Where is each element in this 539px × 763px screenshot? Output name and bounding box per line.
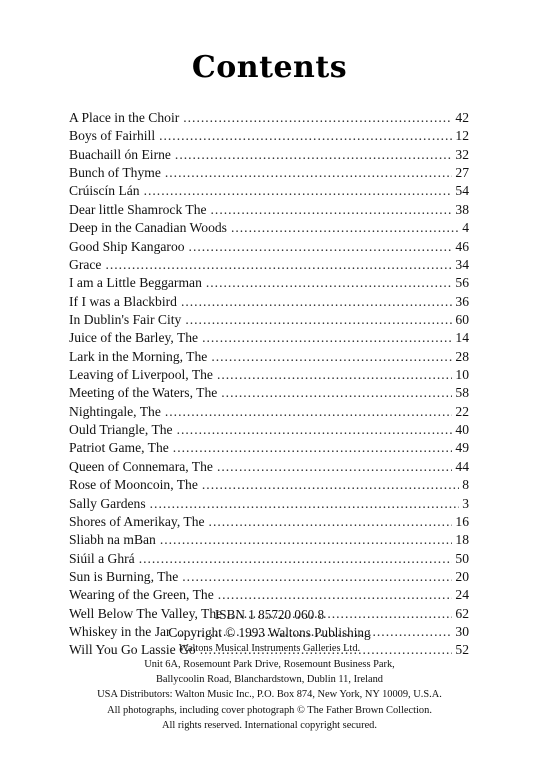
toc-entry-title: Sliabh na mBan <box>69 532 156 548</box>
toc-entry-page-number: 10 <box>455 367 469 383</box>
toc-entry-page-number: 28 <box>455 348 469 364</box>
toc-entry-title: A Place in the Choir <box>69 110 180 125</box>
toc-entry-page-number: 14 <box>455 330 469 346</box>
toc-entry-page-number: 24 <box>455 587 469 603</box>
dot-leader <box>202 329 452 347</box>
publisher-address-line2: Ballycoolin Road, Blanchardstown, Dublin 11, Ireland <box>155 674 383 685</box>
dot-leader <box>165 164 453 182</box>
dot-leader <box>221 384 452 402</box>
toc-entry-page-number: 58 <box>455 385 469 401</box>
toc-entry-page-number: 62 <box>455 605 469 621</box>
publisher-company: Waltons Musical Instruments Galleries Ltd. <box>178 643 361 654</box>
dot-leader <box>183 109 452 127</box>
toc-entry <box>69 311 469 329</box>
toc-entry-page-number: 40 <box>455 422 469 438</box>
toc-entry-title: Crúiscín Lán <box>69 183 140 199</box>
toc-entry-page-number: 42 <box>455 110 469 125</box>
isbn-line: ISBN 1 85720 060 8 <box>214 607 325 622</box>
dot-leader <box>105 256 452 274</box>
toc-entry <box>69 274 469 292</box>
toc-entry <box>69 550 469 568</box>
toc-entry-title: Meeting of the Waters, The <box>69 385 218 401</box>
toc-entry-title: Leaving of Liverpool, The <box>69 367 213 383</box>
publisher-address-line1: Unit 6A, Rosemount Park Drive, Rosemount Business Park, <box>144 659 395 670</box>
toc-entry-page-number: 56 <box>455 275 469 291</box>
toc-entry <box>69 293 469 311</box>
toc-entry-page-number: 38 <box>455 201 469 217</box>
toc-entry-title: I am a Little Beggarman <box>69 275 202 291</box>
toc-entry <box>69 403 469 421</box>
toc-entry-title: Rose of Mooncoin, The <box>69 477 198 493</box>
toc-entry-page-number: 30 <box>455 624 469 640</box>
toc-entry <box>69 164 469 182</box>
toc-entry <box>69 201 469 219</box>
toc-entry-title: Good Ship Kangaroo <box>69 238 185 254</box>
toc-entry <box>69 568 469 586</box>
toc-entry-title: Nightingale, The <box>69 403 161 419</box>
toc-entry-page-number: 8 <box>462 477 469 493</box>
toc-entry <box>69 384 469 402</box>
toc-entry-title: Siúil a Ghrá <box>69 550 135 566</box>
toc-entry-title: Wearing of the Green, The <box>69 587 214 603</box>
toc-entry-page-number: 20 <box>455 568 469 584</box>
toc-entry-page-number: 44 <box>455 458 469 474</box>
dot-leader <box>217 458 452 476</box>
dot-leader <box>160 531 453 549</box>
toc-entry-page-number: 18 <box>455 532 469 548</box>
toc-entry <box>69 329 469 347</box>
dot-leader <box>231 219 459 237</box>
toc-entry-title: Lark in the Morning, The <box>69 348 208 364</box>
rights-statement: All rights reserved. International copyright secured. <box>162 720 377 731</box>
toc-entry-page-number: 22 <box>455 403 469 419</box>
dot-leader <box>189 238 453 256</box>
toc-entry-page-number: 46 <box>455 238 469 254</box>
toc-entry <box>69 109 469 127</box>
toc-entry-title: Queen of Connemara, The <box>69 458 213 474</box>
page-title: Contents <box>191 50 348 86</box>
dot-leader <box>181 293 452 311</box>
dot-leader <box>185 311 452 329</box>
dot-leader <box>209 513 453 531</box>
toc-entry <box>69 586 469 604</box>
dot-leader <box>182 568 452 586</box>
toc-entry <box>69 439 469 457</box>
toc-entry-title: In Dublin's Fair City <box>69 311 182 327</box>
dot-leader <box>217 366 452 384</box>
toc-entry-title: Whiskey in the Jar <box>69 624 171 640</box>
toc-entry <box>69 458 469 476</box>
toc-entry <box>69 421 469 439</box>
toc-entry-title: Ould Triangle, The <box>69 422 173 438</box>
dot-leader <box>144 182 453 200</box>
toc-entry-page-number: 54 <box>455 183 469 199</box>
toc-entry <box>69 127 469 145</box>
toc-entry <box>69 238 469 256</box>
dot-leader <box>218 586 453 604</box>
dot-leader <box>173 439 453 457</box>
dot-leader <box>165 403 453 421</box>
toc-entry-page-number: 52 <box>455 642 469 658</box>
toc-entry-page-number: 60 <box>455 311 469 327</box>
dot-leader <box>202 476 459 494</box>
toc-entry-title: Juice of the Barley, The <box>69 330 199 346</box>
toc-entry-page-number: 50 <box>455 550 469 566</box>
toc-entry-title: Deep in the Canadian Woods <box>69 220 227 236</box>
dot-leader <box>175 146 452 164</box>
toc-entry-page-number: 36 <box>455 293 469 309</box>
toc-entry-title: Will You Go Lassie Go <box>69 642 196 658</box>
toc-entry-title: Boys of Fairhill <box>69 128 156 144</box>
copyright-line: Copyright © 1993 Waltons Publishing <box>168 625 371 640</box>
toc-entry <box>69 182 469 200</box>
toc-entry-title: Sun is Burning, The <box>69 568 179 584</box>
toc-entry <box>69 495 469 513</box>
table-of-contents <box>69 109 469 660</box>
dot-leader <box>177 421 453 439</box>
toc-entry-title: If I was a Blackbird <box>69 293 177 309</box>
toc-entry <box>69 476 469 494</box>
toc-entry <box>69 513 469 531</box>
dot-leader <box>206 274 453 292</box>
toc-entry-title: Dear little Shamrock The <box>69 201 207 217</box>
toc-entry-page-number: 34 <box>455 256 469 272</box>
toc-entry-title: Grace <box>69 256 102 272</box>
toc-entry <box>69 256 469 274</box>
toc-entry-page-number: 49 <box>455 440 469 456</box>
toc-entry <box>69 219 469 237</box>
dot-leader <box>150 495 460 513</box>
toc-entry-page-number: 12 <box>455 128 469 144</box>
dot-leader <box>159 127 452 145</box>
photograph-credit: All photographs, including cover photograph © The Father Brown Collection. <box>107 705 432 716</box>
toc-entry <box>69 348 469 366</box>
toc-entry-page-number: 4 <box>462 220 469 236</box>
dot-leader <box>211 201 453 219</box>
toc-entry-page-number: 32 <box>455 146 469 162</box>
toc-entry-title: Patriot Game, The <box>69 440 169 456</box>
toc-entry-title: Well Below The Valley, The <box>69 605 223 621</box>
toc-entry-title: Bunch of Thyme <box>69 165 161 181</box>
toc-entry <box>69 531 469 549</box>
toc-entry-page-number: 3 <box>462 495 469 511</box>
dot-leader <box>139 550 453 568</box>
toc-entry-page-number: 27 <box>455 165 469 181</box>
toc-entry <box>69 146 469 164</box>
toc-entry-page-number: 16 <box>455 513 469 529</box>
toc-entry-title: Buachaill ón Eirne <box>69 146 171 162</box>
usa-distributors: USA Distributors: Walton Music Inc., P.O. Box 874, New York, NY 10009, U.S.A. <box>97 689 442 700</box>
toc-entry <box>69 366 469 384</box>
toc-entry-title: Sally Gardens <box>69 495 146 511</box>
dot-leader <box>211 348 452 366</box>
toc-entry-title: Shores of Amerikay, The <box>69 513 205 529</box>
